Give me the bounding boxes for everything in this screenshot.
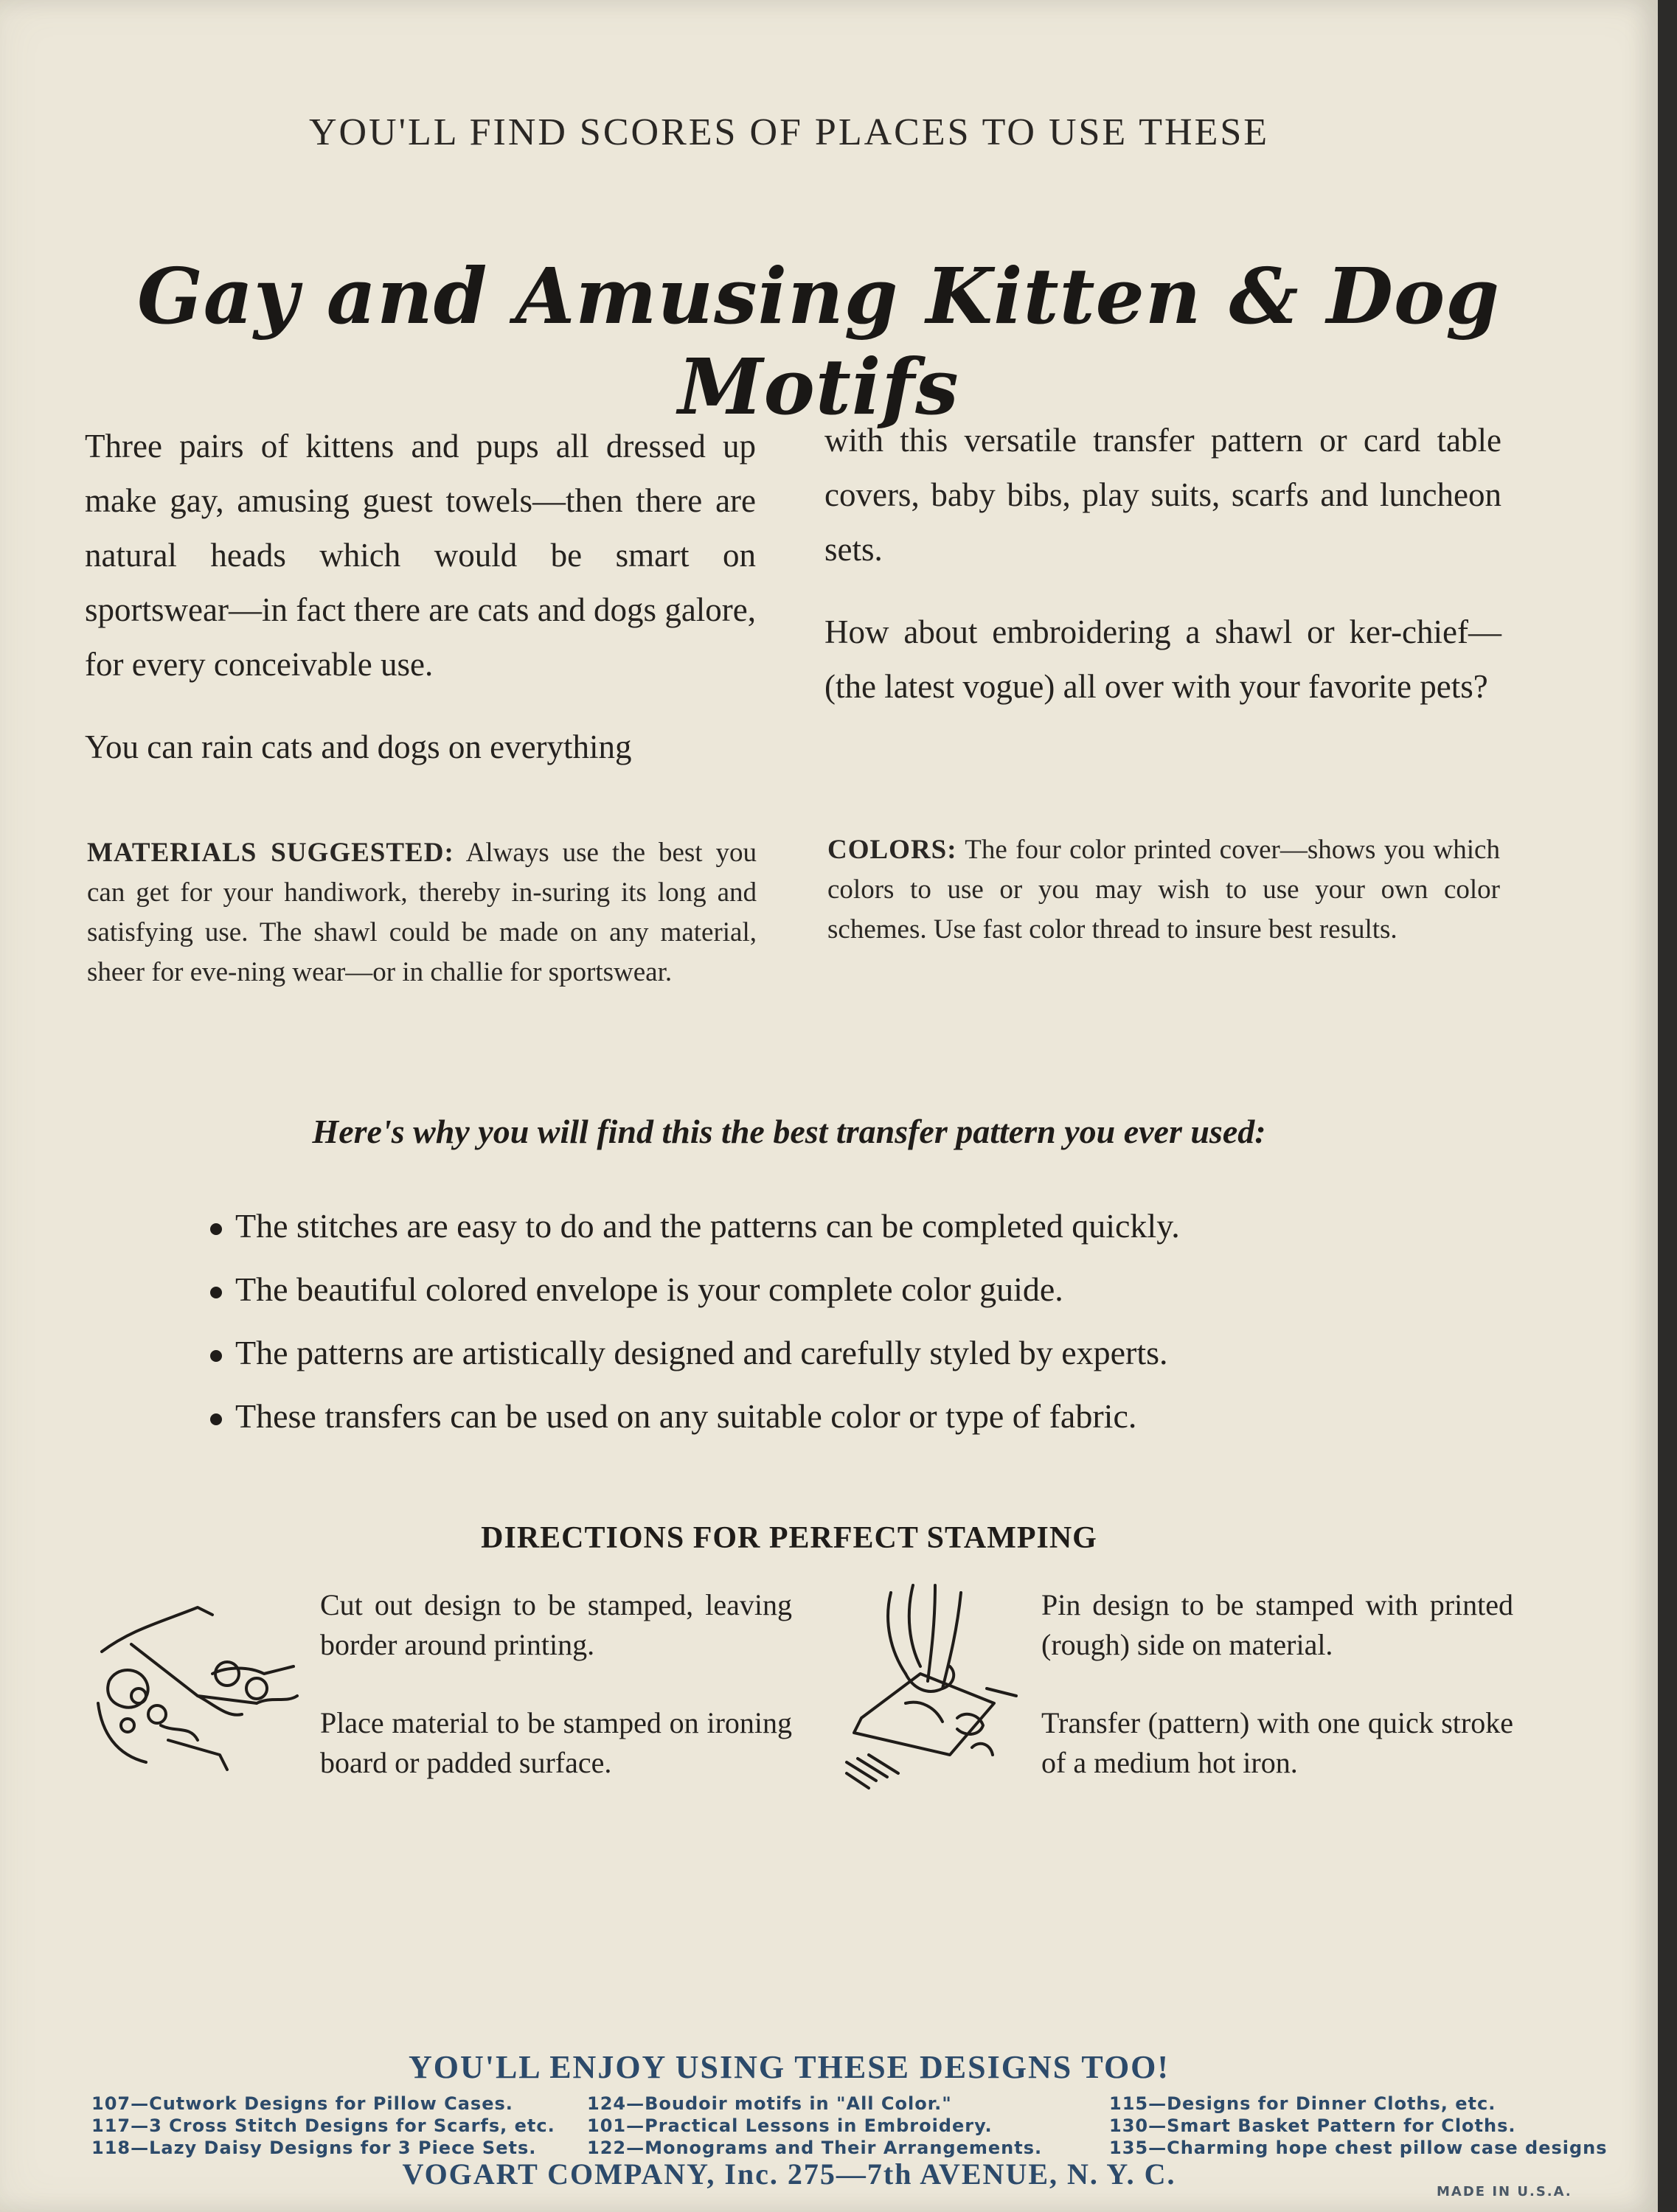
list-item: 115—Designs for Dinner Cloths, etc. bbox=[1109, 2093, 1496, 2114]
list-item: These transfers can be used on any suitable color or type of fabric. bbox=[210, 1385, 1464, 1448]
list-item: 118—Lazy Daisy Designs for 3 Piece Sets. bbox=[91, 2138, 537, 2158]
why-heading: Here's why you will find this the best transfer pattern you ever used: bbox=[312, 1113, 1266, 1150]
made-in-label: MADE IN U.S.A. bbox=[1437, 2184, 1572, 2199]
list-item: 117—3 Cross Stitch Designs for Scarfs, etc. bbox=[91, 2115, 555, 2136]
intro-paragraph: How about embroidering a shawl or ker-chief—(the latest vogue) all over with your favorite pets? bbox=[824, 613, 1501, 705]
bullet-dot-icon bbox=[210, 1413, 222, 1425]
direction-step: Transfer (pattern) with one quick stroke of a medium hot iron. bbox=[1041, 1706, 1513, 1779]
list-item: 124—Boudoir motifs in "All Color." bbox=[587, 2093, 952, 2114]
colors-section bbox=[827, 830, 1500, 950]
list-item: 135—Charming hope chest pillow case designs bbox=[1109, 2138, 1608, 2158]
directions-left-steps bbox=[320, 1585, 792, 1821]
designs-column-3 bbox=[1109, 2093, 1608, 2159]
bullet-dot-icon bbox=[210, 1223, 222, 1235]
headline: Gay and Amusing Kitten & Dog Motifs bbox=[136, 251, 1501, 432]
list-item: The stitches are easy to do and the patterns can be completed quickly. bbox=[210, 1194, 1464, 1258]
list-item: 122—Monograms and Their Arrangements. bbox=[587, 2138, 1043, 2158]
colors-text: The four color printed cover—shows you which colors to use or you may wish to use your own color schemes. Use fast color thread to insure best results. bbox=[827, 835, 1500, 945]
bullet-dot-icon bbox=[210, 1350, 222, 1362]
list-item: The beautiful colored envelope is your complete color guide. bbox=[210, 1258, 1464, 1321]
directions-right-steps bbox=[1041, 1585, 1513, 1821]
bullet-dot-icon bbox=[210, 1287, 222, 1298]
intro-paragraph: You can rain cats and dogs on everything bbox=[85, 728, 632, 765]
intro-right-column bbox=[824, 413, 1501, 742]
top-line: YOU'LL FIND SCORES OF PLACES TO USE THESE bbox=[308, 111, 1270, 153]
direction-step: Pin design to be stamped with printed (rough) side on material. bbox=[1041, 1588, 1513, 1661]
designs-column-1 bbox=[91, 2093, 555, 2159]
materials-section bbox=[87, 833, 757, 992]
intro-paragraph: Three pairs of kittens and pups all dressed up make gay, amusing guest towels—then there are natural heads which would be smart on sportswear—in fact there are cats and dogs galore, for every conceivable use. bbox=[85, 428, 756, 683]
company-address: VOGART COMPANY, Inc. 275—7th AVENUE, N. Y. C. bbox=[402, 2157, 1176, 2191]
materials-text: Always use the best you can get for your handiwork, thereby in-suring its long and satisfying use. The shawl could be made on any material, sheer for eve-ning wear—or in challie for sportswear. bbox=[87, 838, 757, 987]
directions-title: DIRECTIONS FOR PERFECT STAMPING bbox=[481, 1521, 1097, 1555]
materials-label: MATERIALS SUGGESTED: bbox=[87, 838, 454, 868]
direction-step: Place material to be stamped on ironing board or padded surface. bbox=[320, 1706, 792, 1779]
list-item: 130—Smart Basket Pattern for Cloths. bbox=[1109, 2115, 1516, 2136]
scissors-cutting-pattern-icon bbox=[87, 1593, 301, 1777]
hand-ironing-pattern-icon bbox=[832, 1578, 1031, 1792]
list-item: 101—Practical Lessons in Embroidery. bbox=[587, 2115, 993, 2136]
list-item: 107—Cutwork Designs for Pillow Cases. bbox=[91, 2093, 513, 2114]
designs-column-2 bbox=[587, 2093, 1042, 2159]
direction-step: Cut out design to be stamped, leaving border around printing. bbox=[320, 1588, 792, 1661]
colors-label: COLORS: bbox=[827, 835, 957, 865]
why-bullet-list bbox=[210, 1194, 1464, 1448]
list-item: The patterns are artistically designed and carefully styled by experts. bbox=[210, 1321, 1464, 1385]
intro-left-column bbox=[85, 419, 756, 802]
intro-paragraph: with this versatile transfer pattern or card table covers, baby bibs, play suits, scarfs and luncheon sets. bbox=[824, 422, 1501, 568]
enjoy-heading: YOU'LL ENJOY USING THESE DESIGNS TOO! bbox=[408, 2049, 1170, 2085]
